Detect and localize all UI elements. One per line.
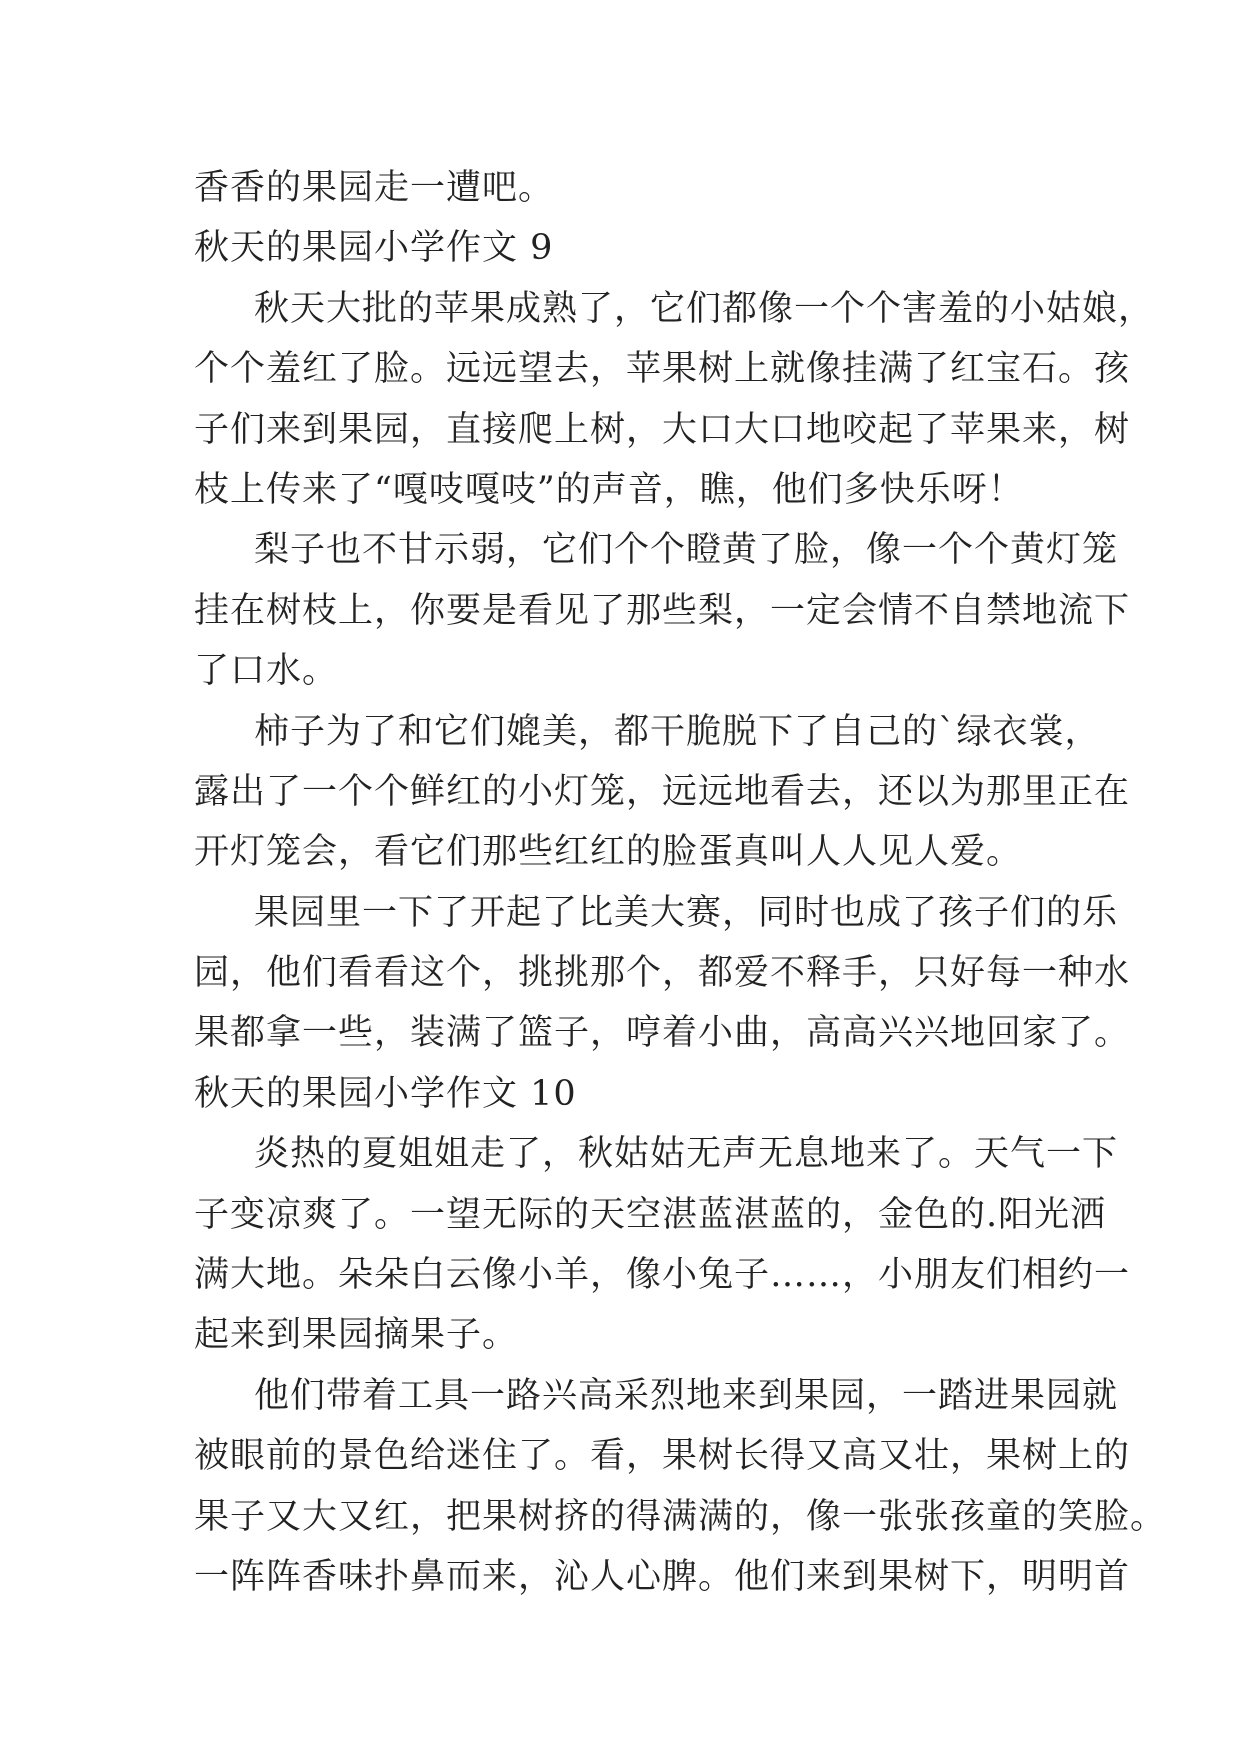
document-body [194, 158, 1167, 1607]
essay-heading: 秋天的果园小学作文 10 [194, 1073, 577, 1114]
paragraph-line: 开灯笼会，看它们那些红红的脸蛋真叫人人见人爱。 [194, 832, 1023, 873]
paragraph-first-line: 柿子为了和它们媲美，都干脆脱下了自己的`绿衣裳， [254, 711, 1101, 752]
paragraph-line: 一阵阵香味扑鼻而来，沁人心脾。他们来到果树下，明明首 [194, 1556, 1131, 1597]
paragraph-first-line: 他们带着工具一路兴高采烈地来到果园，一踏进果园就 [254, 1375, 1119, 1416]
paragraph-line: 满大地。朵朵白云像小羊，像小兔子……，小朋友们相约一 [194, 1255, 1131, 1296]
paragraph-line: 子变凉爽了。一望无际的天空湛蓝湛蓝的，金色的.阳光洒 [194, 1194, 1107, 1235]
paragraph-line: 个个羞红了脸。远远望去，苹果树上就像挂满了红宝石。孩 [194, 349, 1131, 390]
paragraph-line: 被眼前的景色给迷住了。看，果树长得又高又壮，果树上的 [194, 1436, 1131, 1477]
paragraph-line: 园，他们看看这个，挑挑那个，都爱不释手，只好每一种水 [194, 953, 1131, 994]
paragraph-line: 子们来到果园，直接爬上树，大口大口地咬起了苹果来，树 [194, 409, 1131, 450]
paragraph-line: 枝上传来了“嘎吱嘎吱”的声音，瞧，他们多快乐呀！ [194, 469, 1024, 510]
essay-heading: 秋天的果园小学作文 9 [194, 228, 554, 269]
paragraph-first-line: 梨子也不甘示弱，它们个个瞪黄了脸，像一个个黄灯笼 [254, 530, 1119, 571]
paragraph-line: 香香的果园走一遭吧。 [194, 168, 555, 208]
paragraph-line: 了口水。 [194, 651, 339, 692]
paragraph-first-line: 秋天大批的苹果成熟了，它们都像一个个害羞的小姑娘， [254, 288, 1155, 329]
paragraph-line: 果子又大又红，把果树挤的得满满的，像一张张孩童的笑脸。 [194, 1496, 1167, 1537]
paragraph-first-line: 炎热的夏姐姐走了，秋姑姑无声无息地来了。天气一下 [254, 1134, 1119, 1175]
paragraph-line: 起来到果园摘果子。 [194, 1315, 519, 1356]
paragraph-first-line: 果园里一下了开起了比美大赛，同时也成了孩子们的乐 [254, 892, 1119, 933]
paragraph-line: 露出了一个个鲜红的小灯笼，远远地看去，还以为那里正在 [194, 771, 1131, 812]
paragraph-line: 挂在树枝上，你要是看见了那些梨，一定会情不自禁地流下 [194, 590, 1131, 631]
paragraph-line: 果都拿一些，装满了篮子，哼着小曲，高高兴兴地回家了。 [194, 1013, 1131, 1054]
